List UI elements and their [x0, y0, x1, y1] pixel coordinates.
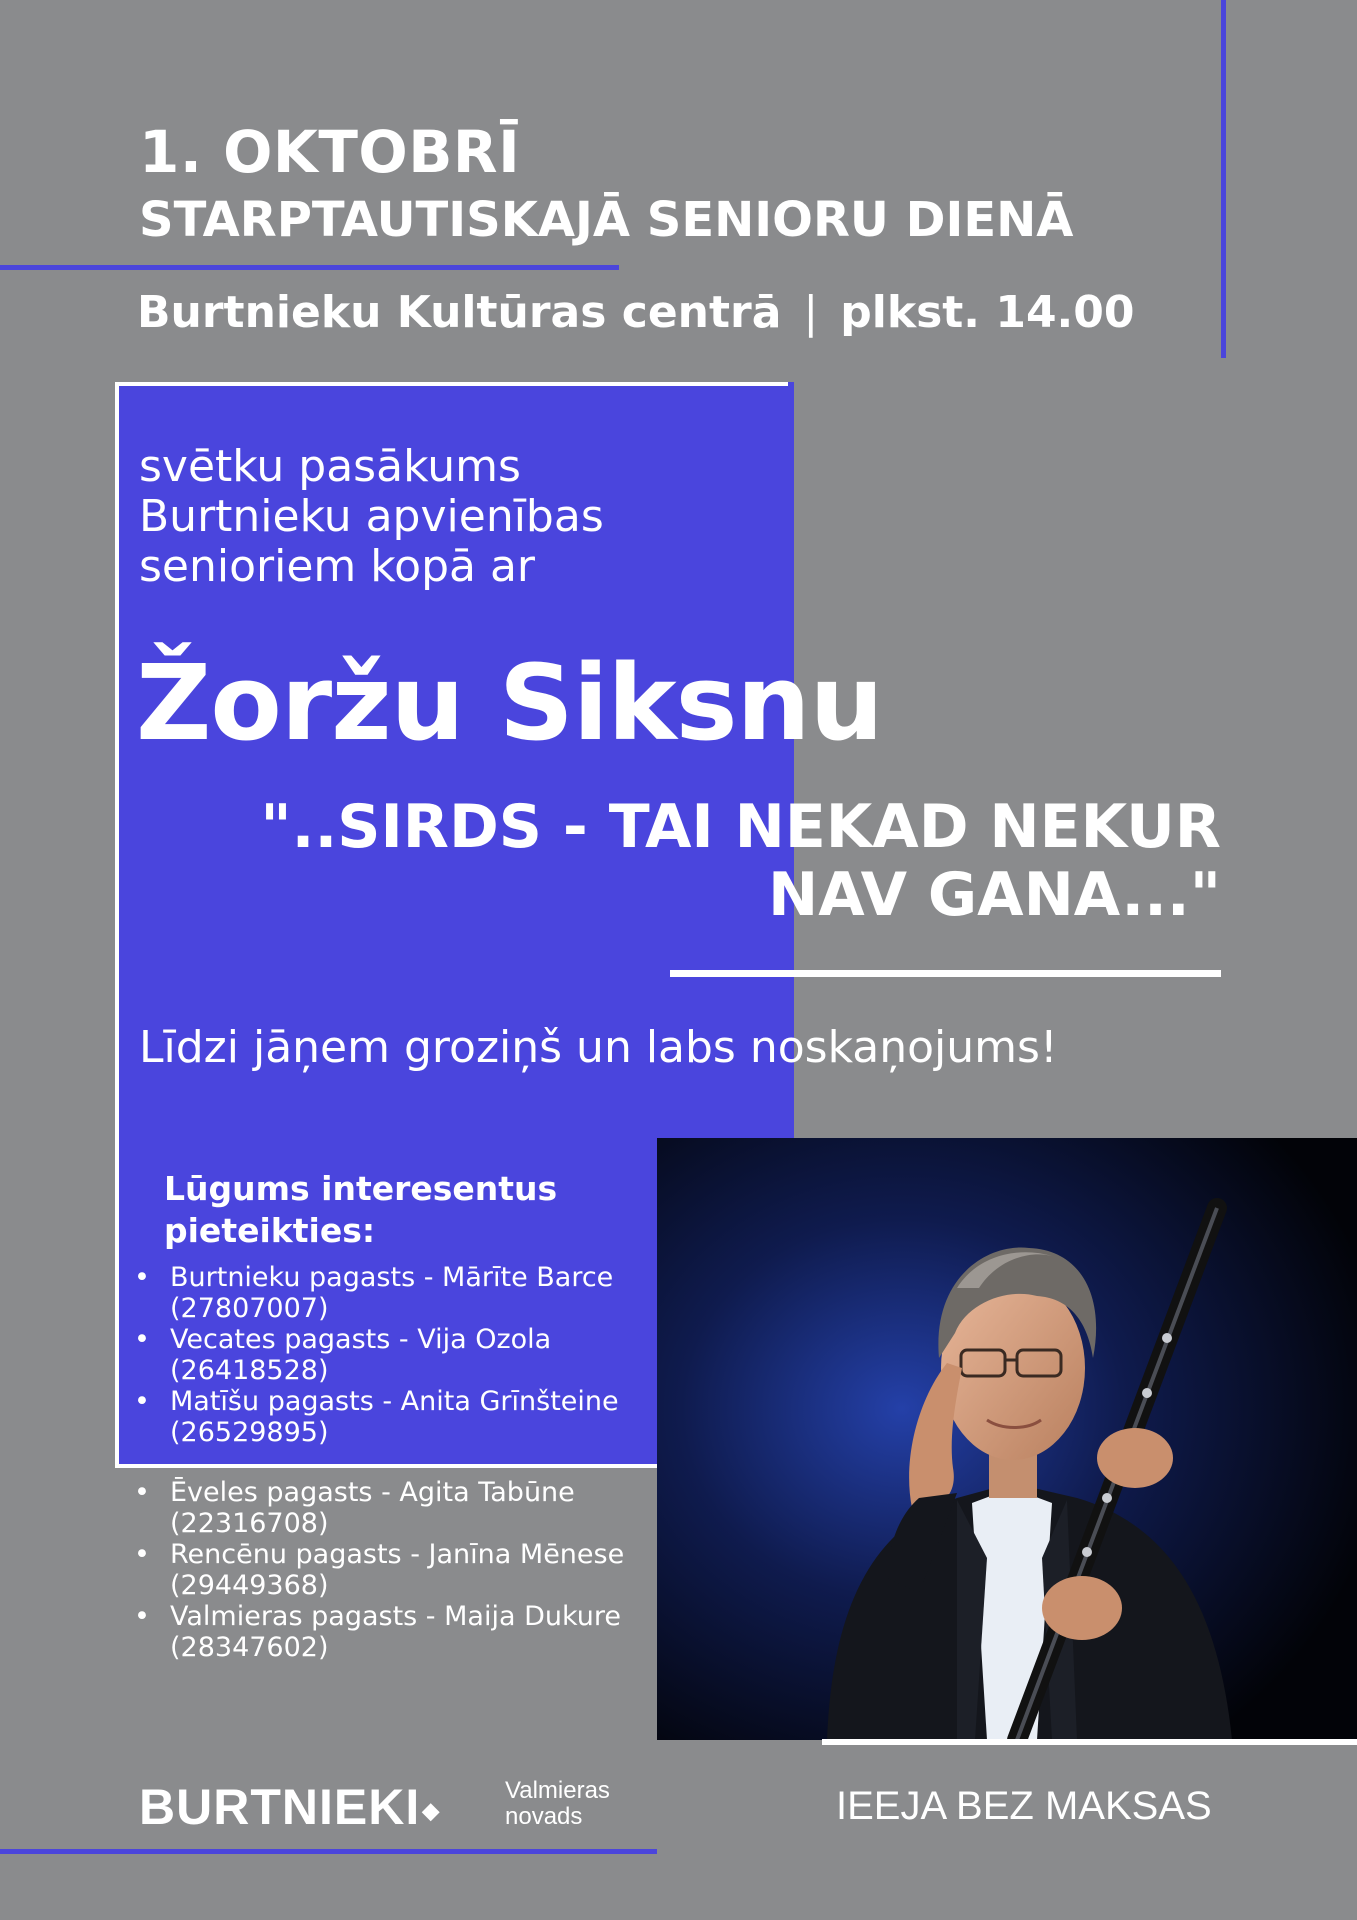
registration-title [164, 1168, 557, 1252]
list-item [134, 1324, 664, 1386]
list-item [134, 1262, 664, 1324]
performer-name: Žoržu Siksnu [136, 642, 883, 764]
contact-name: Rencēnu pagasts - Janīna Mēnese [170, 1539, 625, 1570]
event-date: 1. OKTOBRĪ [139, 118, 521, 186]
bring-note: Līdzi jāņem groziņš un labs noskaņojums! [139, 1022, 1058, 1073]
contact-name: Matīšu pagasts - Anita Grīnšteine [170, 1386, 619, 1417]
photo-underline-rule [822, 1739, 1357, 1745]
contact-name: Burtnieku pagasts - Mārīte Barce [170, 1262, 614, 1293]
contact-phone: (26529895) [170, 1417, 329, 1448]
contact-phone: (27807007) [170, 1293, 329, 1324]
intro-line-3: senioriem kopā ar [139, 541, 536, 592]
bullet: • [134, 1601, 150, 1632]
contact-phone: (26418528) [170, 1355, 329, 1386]
concert-title-line-2: NAV GANA..." [768, 860, 1221, 930]
list-item [134, 1477, 664, 1539]
event-occasion: STARPTAUTISKAJĀ SENIORU DIENĀ [139, 192, 1074, 248]
registration-title-line-2: pieteikties: [164, 1211, 376, 1250]
performer-portrait-illustration [657, 1138, 1357, 1740]
concert-title-line-1: "..SIRDS - TAI NEKAD NEKUR [260, 792, 1221, 862]
concert-title [260, 793, 1221, 929]
contact-list-panel [134, 1262, 664, 1448]
event-time: plkst. 14.00 [840, 287, 1135, 338]
bullet: • [134, 1539, 150, 1570]
venue-separator: | [803, 287, 819, 338]
logo-text: BURTNIEKI [139, 1779, 421, 1835]
contact-name: Vecates pagasts - Vija Ozola [170, 1324, 552, 1355]
region-line-1: Valmieras [505, 1777, 610, 1804]
registration-title-line-1: Lūgums interesentus [164, 1169, 558, 1208]
free-entry-text: IEEJA BEZ MAKSAS [836, 1784, 1212, 1828]
bullet: • [134, 1262, 150, 1293]
list-item [134, 1601, 664, 1663]
title-underline-rule [670, 970, 1221, 977]
region-line-2: novads [505, 1803, 583, 1830]
contact-list-below [134, 1477, 664, 1663]
header-underline-rule [0, 265, 619, 270]
venue-line [137, 287, 1135, 338]
bullet: • [134, 1477, 150, 1508]
venue-name: Burtnieku Kultūras centrā [137, 287, 782, 338]
intro-line-1: svētku pasākums [139, 441, 521, 492]
bullet: • [134, 1386, 150, 1417]
contact-phone: (28347602) [170, 1632, 329, 1663]
list-item [134, 1539, 664, 1601]
contact-phone: (22316708) [170, 1508, 329, 1539]
logo-diamond-icon: ◆ [422, 1797, 441, 1823]
contact-phone: (29449368) [170, 1570, 329, 1601]
burtnieki-logo [139, 1778, 440, 1836]
bullet: • [134, 1324, 150, 1355]
footer-rule [0, 1849, 657, 1854]
intro-text [139, 442, 604, 592]
contact-name: Valmieras pagasts - Maija Dukure [170, 1601, 622, 1632]
performer-photo [657, 1138, 1357, 1740]
list-item [134, 1386, 664, 1448]
region-label [505, 1778, 610, 1830]
header-top-right-rule [1221, 0, 1226, 358]
contact-name: Ēveles pagasts - Agita Tabūne [170, 1477, 575, 1508]
intro-line-2: Burtnieku apvienības [139, 491, 604, 542]
